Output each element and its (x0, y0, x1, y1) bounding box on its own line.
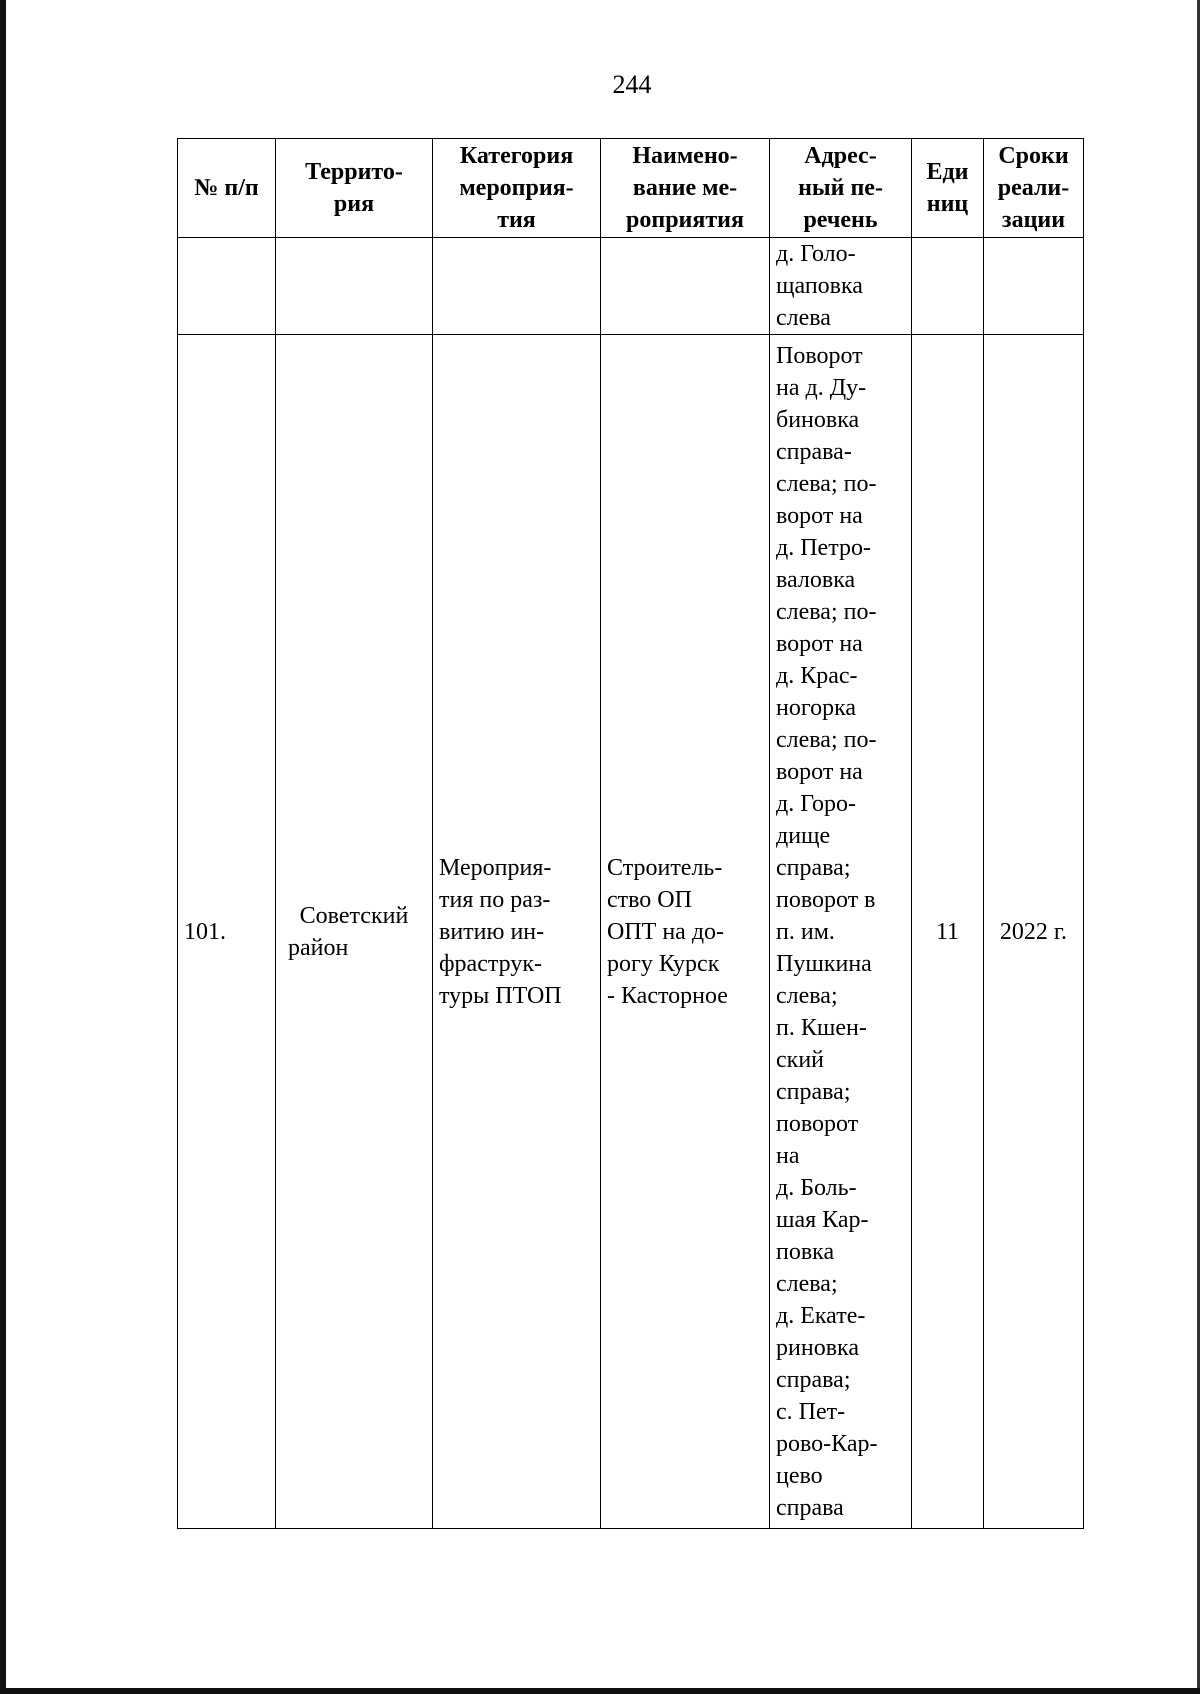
category-line: тия по раз- (439, 886, 551, 913)
cell-period: 2022 г. (984, 335, 1084, 1529)
cell-number: 101. (178, 335, 276, 1529)
address-line: Пушкина (776, 950, 872, 977)
cell-name (601, 335, 770, 1529)
address-line: справа (776, 1494, 844, 1521)
address-line: на д. Ду- (776, 374, 867, 401)
category-line: Мероприя- (439, 854, 552, 881)
header-name (601, 139, 770, 238)
address-line: п. им. (776, 918, 835, 945)
scan-edge-bottom (0, 1688, 1200, 1694)
cell-name (601, 238, 770, 335)
header-name-line: вание ме- (632, 175, 738, 201)
address-line: поворот в (776, 886, 876, 913)
address-line: слева; (776, 982, 838, 1009)
category-line: витию ин- (439, 918, 545, 945)
header-name-line: роприятия (626, 207, 744, 233)
territory-line: Советский (299, 902, 409, 929)
address-line: биновка (776, 406, 860, 433)
address-line: д. Голо- (776, 241, 856, 267)
table-row (178, 335, 1084, 1529)
address-line: ногорка (776, 694, 857, 721)
header-period (984, 139, 1084, 238)
address-line: справа; (776, 854, 851, 881)
territory-line: район (288, 934, 349, 961)
header-period-line: зации (1001, 207, 1066, 233)
address-line: справа; (776, 1078, 851, 1105)
address-line: д. Крас- (776, 662, 858, 689)
cell-address (770, 335, 912, 1529)
category-line: фраструк- (439, 950, 542, 977)
header-address-line: ный пе- (798, 175, 883, 201)
header-territory (276, 139, 433, 238)
address-line: дище (776, 822, 831, 849)
name-line: рогу Курск (607, 950, 720, 977)
address-line: слева (776, 305, 831, 331)
name-line: - Касторное (607, 982, 728, 1009)
address-line: валовка (776, 566, 856, 593)
address-line: ворот на (776, 758, 863, 785)
address-line: щаповка (776, 273, 863, 299)
header-units (912, 139, 984, 238)
address-line: ский (776, 1046, 824, 1073)
header-number-line: № п/п (194, 175, 259, 201)
header-address-line: Адрес- (804, 143, 877, 169)
header-name-line: Наимено- (632, 143, 738, 169)
address-line: риновка (776, 1334, 859, 1361)
header-number (178, 139, 276, 238)
name-line: Строитель- (607, 854, 723, 881)
address-line: поворот (776, 1110, 859, 1137)
header-period-line: реали- (997, 175, 1070, 201)
address-line: слева; по- (776, 726, 877, 753)
header-category-line: тия (497, 207, 536, 233)
address-line: ворот на (776, 630, 863, 657)
name-line: ство ОП (607, 886, 692, 913)
address-line: справа; (776, 1366, 851, 1393)
address-line: на (776, 1142, 800, 1169)
cell-category (433, 335, 601, 1529)
table-row-continuation (178, 238, 1084, 335)
address-line: с. Пет- (776, 1398, 846, 1425)
cell-address (770, 238, 912, 335)
address-line: слева; по- (776, 470, 877, 497)
address-line: слева; по- (776, 598, 877, 625)
header-units-line: Еди (926, 159, 969, 185)
scan-edge-left (0, 0, 6, 1694)
cell-period (984, 238, 1084, 335)
address-line: д. Екате- (776, 1302, 866, 1329)
cell-units (912, 238, 984, 335)
address-line: повка (776, 1238, 835, 1265)
address-line: слева; (776, 1270, 838, 1297)
address-line: д. Горо- (776, 790, 856, 817)
header-category-line: мероприя- (459, 175, 574, 201)
header-category (433, 139, 601, 238)
cell-territory (276, 335, 433, 1529)
address-line: справа- (776, 438, 852, 465)
address-line: цево (776, 1462, 823, 1489)
page-number: 244 (612, 70, 652, 99)
address-line: п. Кшен- (776, 1014, 867, 1041)
events-table (177, 138, 1084, 1529)
address-line: д. Петро- (776, 534, 871, 561)
header-territory-line: рия (333, 191, 375, 217)
header-territory-line: Террито- (305, 159, 403, 185)
address-line: ворот на (776, 502, 863, 529)
cell-territory (276, 238, 433, 335)
address-line: рово-Кар- (776, 1430, 878, 1457)
header-address-line: речень (803, 207, 878, 233)
address-line: д. Боль- (776, 1174, 857, 1201)
name-line: ОПТ на до- (607, 918, 725, 945)
header-category-line: Категория (459, 143, 574, 169)
address-line: шая Кар- (776, 1206, 869, 1233)
cell-units: 11 (912, 335, 984, 1529)
cell-number (178, 238, 276, 335)
address-line: Поворот (776, 342, 863, 369)
header-address (770, 139, 912, 238)
header-period-line: Сроки (998, 143, 1069, 169)
header-units-line: ниц (926, 191, 969, 217)
category-line: туры ПТОП (439, 982, 562, 1009)
cell-category (433, 238, 601, 335)
table-header-row (178, 139, 1084, 238)
